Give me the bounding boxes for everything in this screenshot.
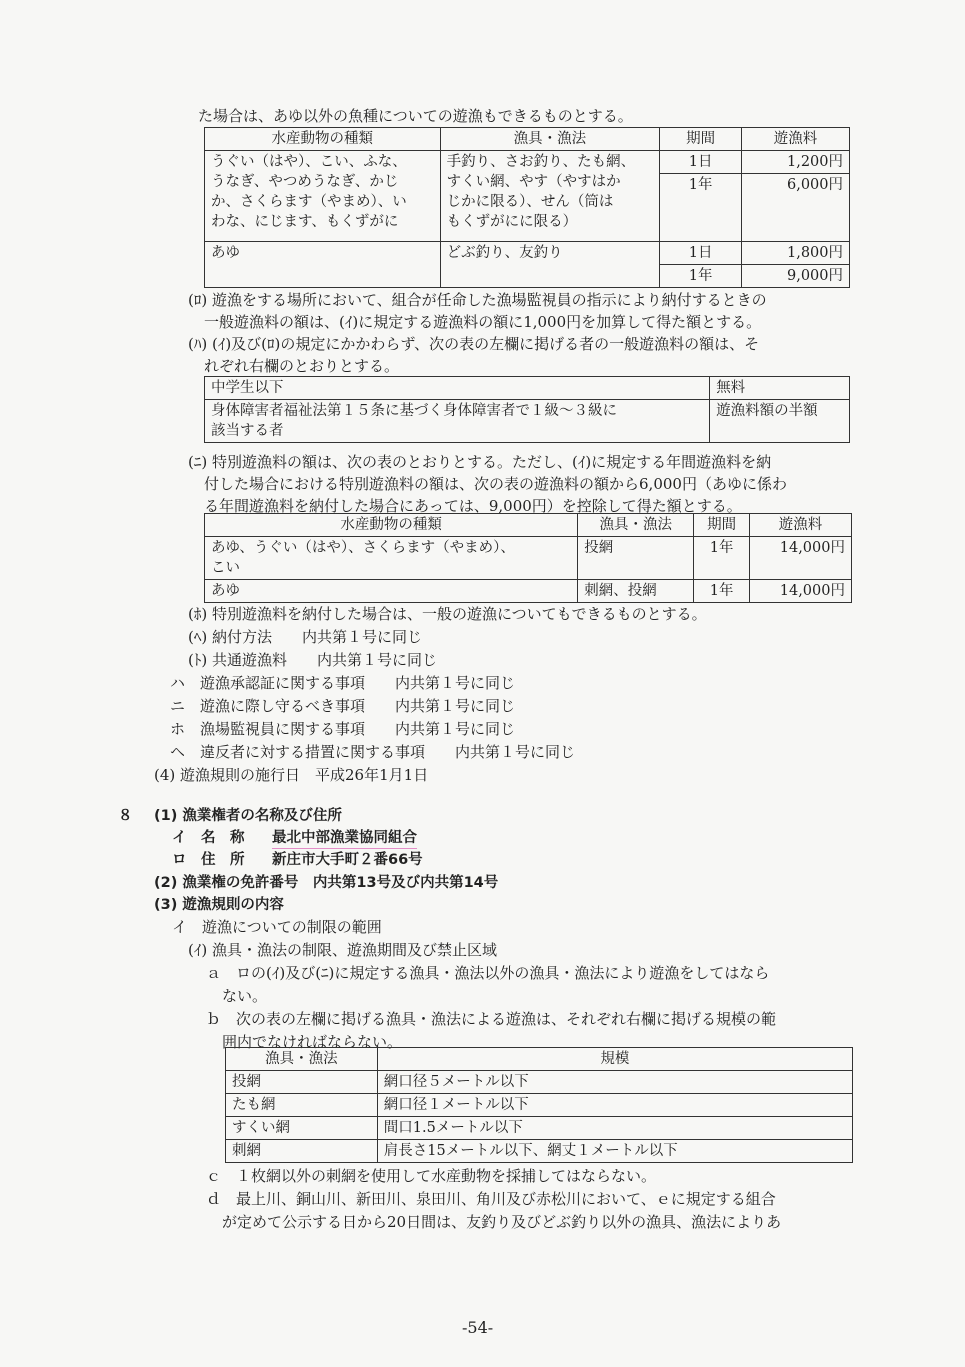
- gear-line: すくい網、やす（やすはか: [446, 174, 621, 190]
- table3-header-species: 水産動物の種類: [205, 514, 578, 537]
- clause-c: ｃ １枚網以外の刺網を使用して水産動物を採捕してはならない。: [206, 1167, 657, 1185]
- table3-r1-period: 1年: [694, 537, 750, 580]
- table1-r2-period-day: 1日: [660, 242, 742, 265]
- table2-line: 該当する者: [211, 423, 284, 439]
- species-line: うぐい（はや）、こい、ふな、: [211, 154, 407, 170]
- section-8-s1: (1) 漁業権者の名称及び住所: [154, 808, 342, 824]
- table1-header-species: 水産動物の種類: [205, 128, 441, 151]
- table4-row-scale: 肩長さ15メートル以下、網丈１メートル以下: [377, 1140, 852, 1163]
- table1-r1-period-day: 1日: [660, 151, 742, 174]
- table1-r2-fee-year: 9,000円: [742, 265, 850, 288]
- table3-r2-fee: 14,000円: [750, 580, 852, 603]
- table3-header-gear: 漁具・漁法: [578, 514, 694, 537]
- clause-d-line1: ｄ 最上川、銅山川、新田川、泉田川、角川及び赤松川において、ｅに規定する組合: [206, 1190, 776, 1208]
- table4-header-scale: 規模: [377, 1048, 852, 1071]
- clause-ha-line2: れぞれ右欄のとおりとする。: [204, 357, 400, 375]
- gear-line: もくずがにに限る）: [446, 214, 578, 230]
- clause-ro-line1: (ﾛ) 遊漁をする場所において、組合が任命した漁場監視員の指示により納付するときの: [188, 291, 767, 309]
- table2-r1-left: 中学生以下: [205, 377, 710, 400]
- table3-r2-gear: 刺網、投網: [578, 580, 694, 603]
- item-i: イ 遊漁についての制限の範囲: [172, 918, 382, 936]
- table1-r1-fee-year: 6,000円: [742, 174, 850, 242]
- table2-r1-right: 無料: [710, 377, 850, 400]
- gear-line: じかに限る）、せん（筒は: [446, 194, 614, 210]
- table4-row-gear: 投網: [226, 1071, 378, 1094]
- table3-r2-period: 1年: [694, 580, 750, 603]
- table1-r2-gear: どぶ釣り、友釣り: [440, 242, 660, 288]
- holder-address-value: 新庄市大手町２番66号: [272, 852, 423, 868]
- table4-header-gear: 漁具・漁法: [226, 1048, 378, 1071]
- clause-ha-line1: (ﾊ) (ｲ)及び(ﾛ)の規定にかかわらず、次の表の左欄に掲げる者の一般遊漁料の額は、そ: [188, 335, 760, 353]
- table4-row-scale: 網口径１メートル以下: [377, 1094, 852, 1117]
- section-8-s3: (3) 遊漁規則の内容: [154, 897, 284, 913]
- clause-a-line2: ない。: [222, 987, 268, 1005]
- item-i-a: (ｲ) 漁具・漁法の制限、遊漁期間及び禁止区域: [188, 941, 497, 959]
- table1-r2-period-year: 1年: [660, 265, 742, 288]
- holder-address-label: ロ 住 所: [172, 852, 245, 868]
- table1-r2-species: あゆ: [205, 242, 441, 288]
- holder-name-label: イ 名 称: [172, 830, 245, 846]
- species-line: こい: [211, 560, 240, 576]
- table4-row-scale: 網口径５メートル以下: [377, 1071, 852, 1094]
- item-ni: ニ 遊漁に際し守るべき事項 内共第１号に同じ: [170, 697, 516, 715]
- species-line: うなぎ、やつめうなぎ、かじ: [211, 174, 399, 190]
- table1-r1-fee-day: 1,200円: [742, 151, 850, 174]
- clause-to: (ﾄ) 共通遊漁料 内共第１号に同じ: [188, 651, 437, 669]
- special-fee-table: [204, 513, 852, 603]
- table3-r1-fee: 14,000円: [750, 537, 852, 580]
- section-8-number: ８: [118, 808, 133, 824]
- table3-r1-gear: 投網: [578, 537, 694, 580]
- clause-ro-line2: 一般遊漁料の額は、(ｲ)に規定する遊漁料の額に1,000円を加算して得た額とする。: [204, 313, 762, 331]
- discount-table: [204, 376, 850, 443]
- table1-r2-fee-day: 1,800円: [742, 242, 850, 265]
- gear-scale-table: [225, 1047, 853, 1163]
- species-line: あゆ、うぐい（はや）、さくらます（やまめ）、: [211, 540, 515, 556]
- table4-row-gear: 刺網: [226, 1140, 378, 1163]
- table4-row-gear: すくい網: [226, 1117, 378, 1140]
- item-ho: ホ 漁場監視員に関する事項 内共第１号に同じ: [170, 720, 516, 738]
- gear-line: 手釣り、さお釣り、たも網、: [446, 154, 636, 170]
- table3-header-period: 期間: [694, 514, 750, 537]
- clause-b-line1: ｂ 次の表の左欄に掲げる漁具・漁法による遊漁は、それぞれ右欄に掲げる規模の範: [206, 1010, 777, 1028]
- clause-ho: (ﾎ) 特別遊漁料を納付した場合は、一般の遊漁についてもできるものとする。: [188, 605, 707, 623]
- table1-header-gear: 漁具・漁法: [440, 128, 660, 151]
- table3-r2-species: あゆ: [205, 580, 578, 603]
- table1-r1-gear: [440, 151, 660, 242]
- table1-header-period: 期間: [660, 128, 742, 151]
- holder-name-value: 最北中部漁業協同組合: [272, 828, 417, 849]
- item-ha: ハ 遊漁承認証に関する事項 内共第１号に同じ: [170, 674, 516, 692]
- table1-r1-period-year: 1年: [660, 174, 742, 242]
- fee-table-general: [204, 127, 850, 288]
- item-4-effective-date: (4) 遊漁規則の施行日 平成26年1月1日: [154, 766, 429, 784]
- section-8-s2: (2) 漁業権の免許番号 内共第13号及び内共第14号: [154, 875, 499, 891]
- item-he: ヘ 違反者に対する措置に関する事項 内共第１号に同じ: [170, 743, 576, 761]
- clause-he: (ﾍ) 納付方法 内共第１号に同じ: [188, 628, 422, 646]
- clause-ni-line3: る年間遊漁料を納付した場合にあっては、9,000円）を控除して得た額とする。: [204, 497, 742, 515]
- table1-header-fee: 遊漁料: [742, 128, 850, 151]
- page-number: -54-: [462, 1318, 494, 1337]
- table3-header-fee: 遊漁料: [750, 514, 852, 537]
- species-line: か、さくらます（やまめ）、い: [211, 194, 407, 210]
- clause-ni-line1: (ﾆ) 特別遊漁料の額は、次の表のとおりとする。ただし、(ｲ)に規定する年間遊漁料を納: [188, 453, 772, 471]
- table3-r1-species: [205, 537, 578, 580]
- table2-line: 身体障害者福祉法第１５条に基づく身体障害者で１級～３級に: [211, 403, 617, 419]
- clause-ni-line2: 付した場合における特別遊漁料の額は、次の表の遊漁料の額から6,000円（あゆに係わ: [204, 475, 787, 493]
- table4-row-gear: たも網: [226, 1094, 378, 1117]
- clause-b-line2: 囲内でなければならない。: [222, 1033, 403, 1051]
- clause-a-line1: ａ ロの(ｲ)及び(ﾆ)に規定する漁具・漁法以外の漁具・漁法により遊漁をしてはなら: [206, 964, 770, 982]
- clause-d-line2: が定めて公示する日から20日間は、友釣り及びどぶ釣り以外の漁具、漁法によりあ: [222, 1213, 782, 1231]
- table1-r1-species: [205, 151, 441, 242]
- intro-text: た場合は、あゆ以外の魚種についての遊漁もできるものとする。: [198, 107, 633, 125]
- species-line: わな、にじます、もくずがに: [211, 214, 399, 230]
- table2-r2-left: [205, 400, 710, 443]
- table4-row-scale: 間口1.5メートル以下: [377, 1117, 852, 1140]
- table2-r2-right: 遊漁料額の半額: [710, 400, 850, 443]
